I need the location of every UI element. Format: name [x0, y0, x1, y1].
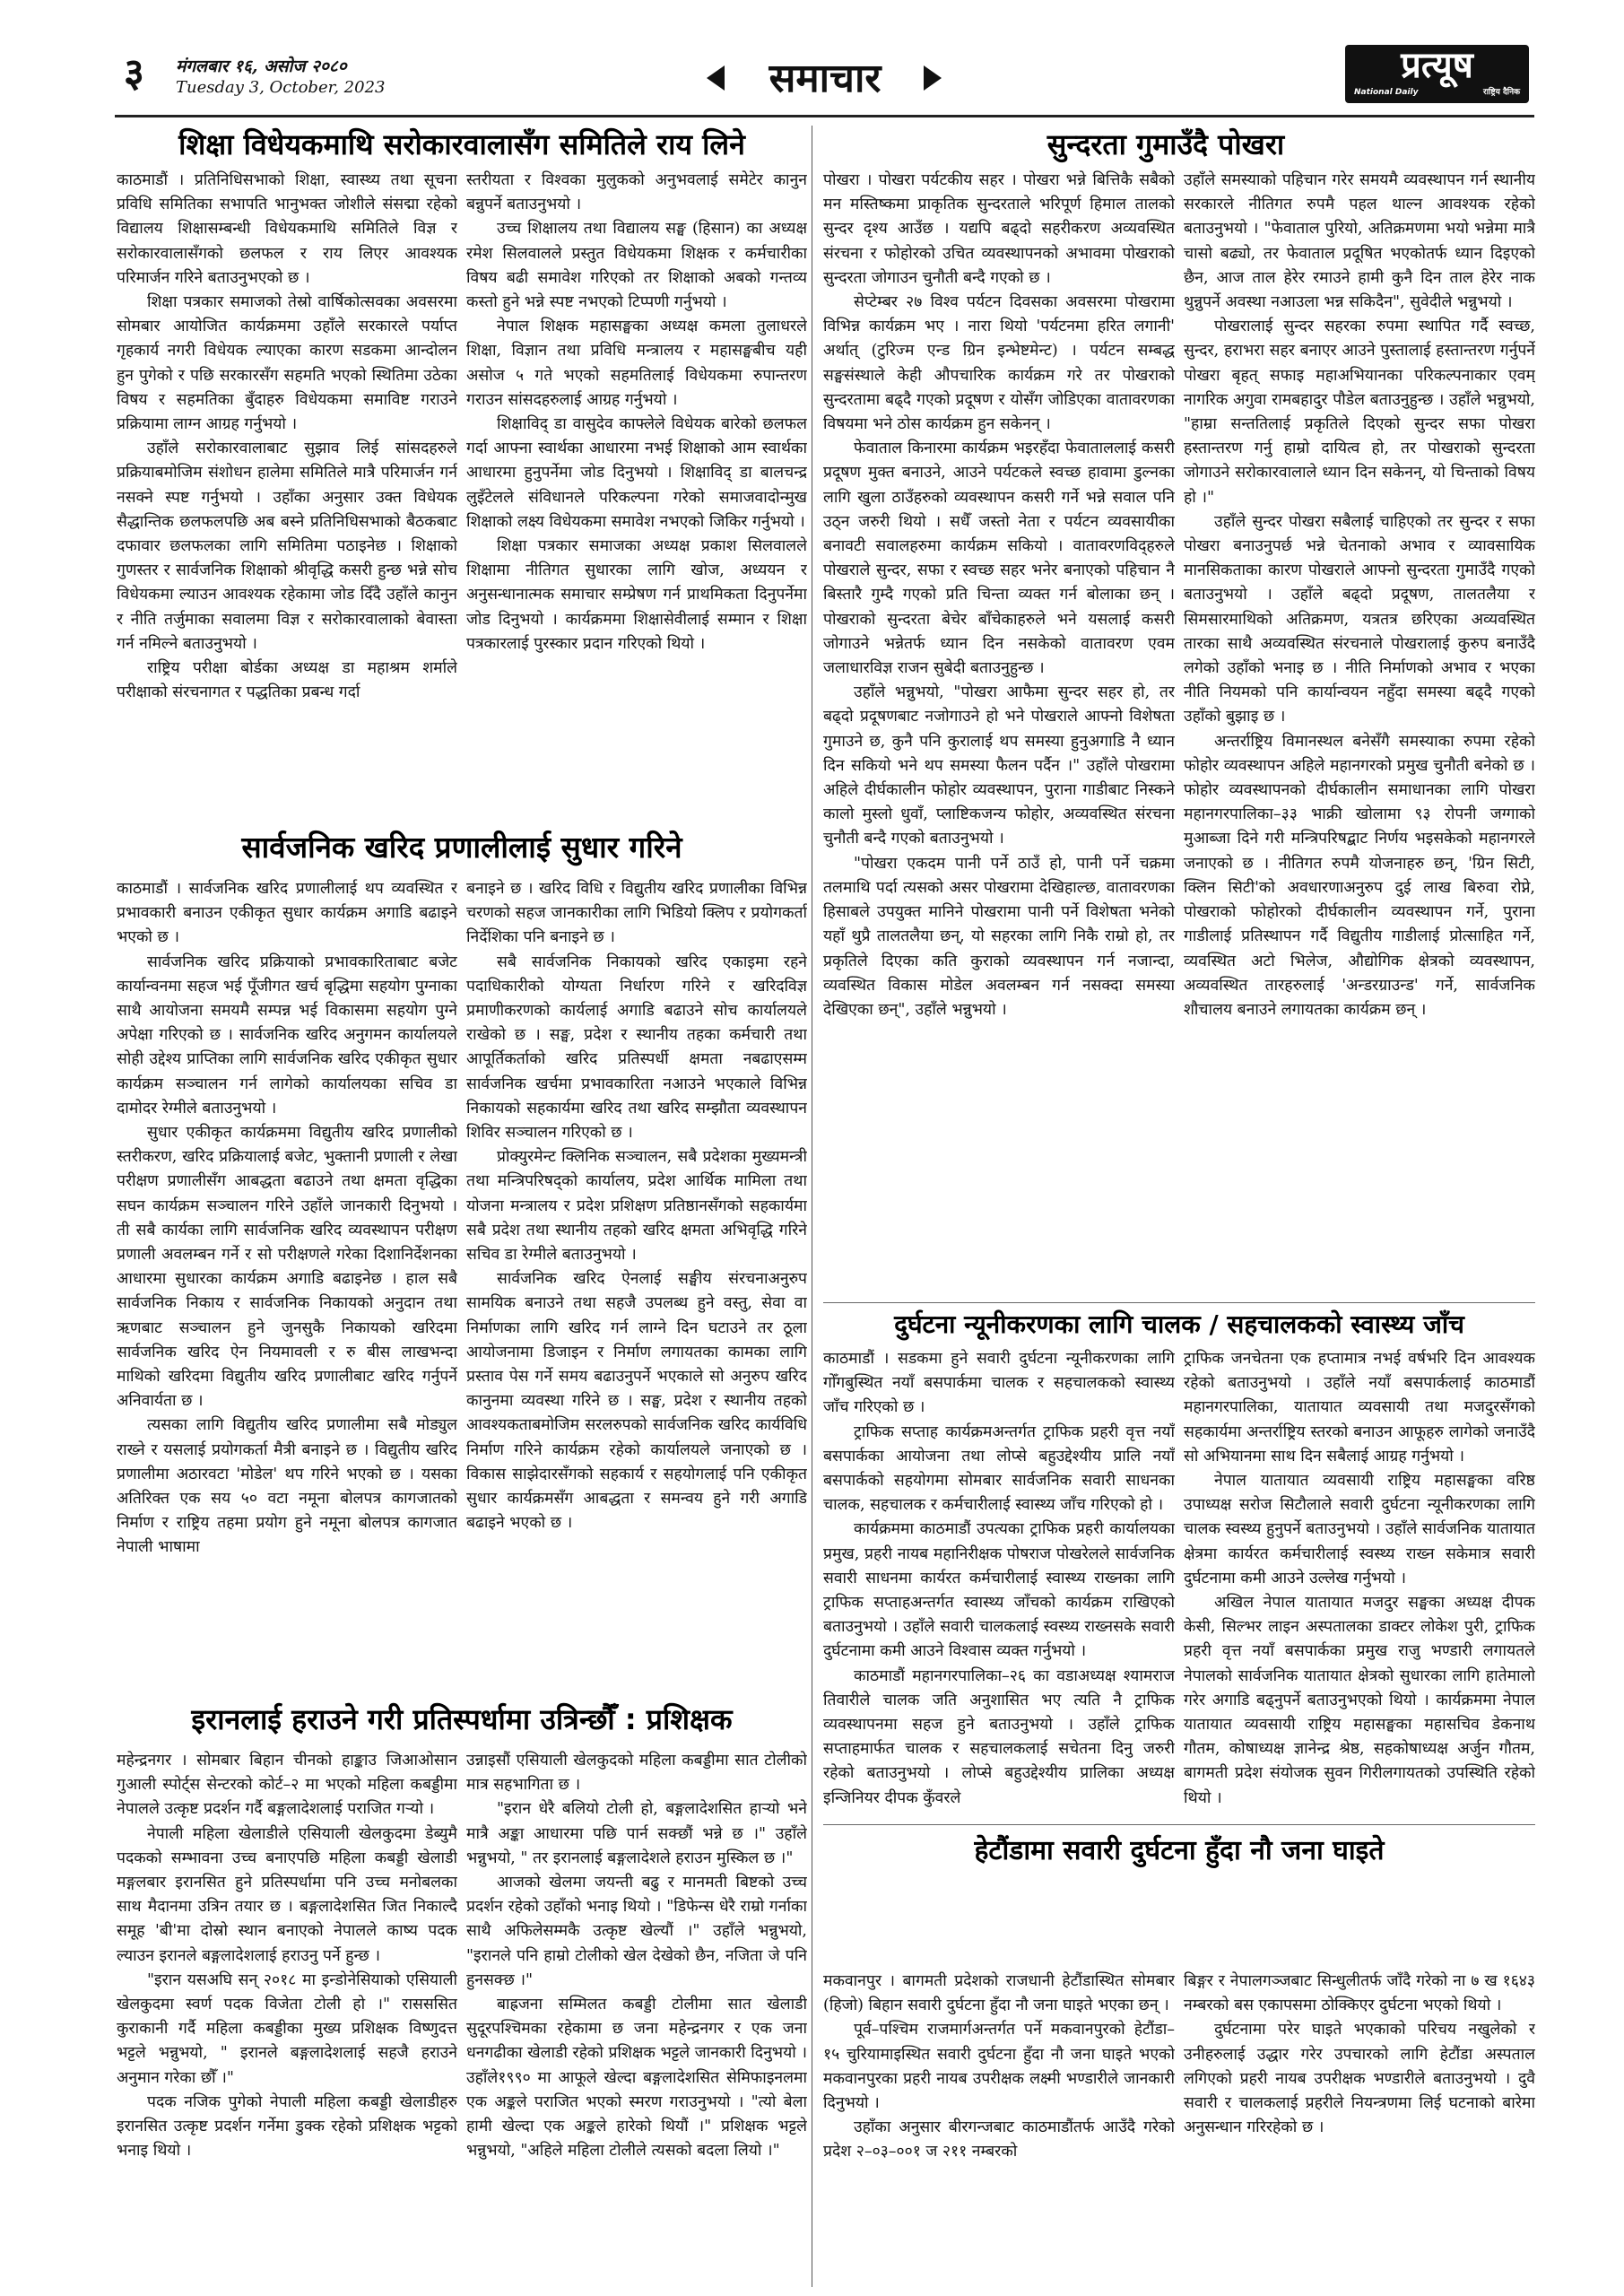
paragraph: पदक नजिक पुगेको नेपाली महिला कबड्डी खेलाडीहरु इरानसित उत्कृष्ट प्रदर्शन गर्नेमा डुक्क रहेको प्रशिक्षक भट्टको भनाइ थियो । [117, 2092, 457, 2161]
paragraph: महेन्द्रनगर । सोमबार बिहान चीनको हाङ्काउ जिआओसान गुआली स्पोर्ट्स सेन्टरको कोर्ट–२ मा भएको महिला कबड्डीमा नेपालले उत्कृष्ट प्रदर्शन गर्दै बङ्गलादेशलाई पराजित गऱ्यो । [117, 1752, 457, 1819]
paragraph: उहाँले भन्नुभयो, "पोखरा आफैमा सुन्दर सहर हो, तर बढ्दो प्रदूषणबाट नजोगाउने हो भने पोखराले आफ्नो विशेषता गुमाउने छ, कुनै पनि कुरालाई थप समस्या हुनुअगाडि नै ध्यान दिन सकियो भने थप समस्या फैलन पर्दैन ।" उहाँले पोखरामा अहिले दीर्घकालीन फोहोर व्यवस्थापन, पुराना गाडीबाट निस्कने कालो मुस्लो धुवाँ, प्लाष्टिकजन्य फोहोर, अव्यवस्थित संरचना चुनौती बन्दै गएको बताउनुभयो । [823, 683, 1175, 848]
article-pokhara-col1 [823, 169, 1175, 1297]
logo-subtitle-english: National Daily [1354, 88, 1419, 97]
paragraph: काठमाडौं महानगरपालिका–२६ का वडाअध्यक्ष श्यामराज तिवारीले चालक जति अनुशासित भए त्यति नै ट्राफिक व्यवस्थापनमा सहज हुने बताउनुभयो । उहाँले ट्राफिक सप्ताहमार्फत चालक र सहचालकलाई सचेतना दिनु जरुरी रहेको बताउनुभयो । लोप्से बहुउद्देश्यीय प्रालिका अध्यक्ष इन्जिनियर दीपक कुँवरले [823, 1666, 1175, 1807]
headline-education: शिक्षा विधेयकमाथि सरोकारवालासँग समितिले राय लिने [178, 127, 745, 161]
paragraph: शिक्षा पत्रकार समाजको तेस्रो वार्षिकोत्सवका अवसरमा सोमबार आयोजित कार्यक्रममा उहाँले सरकारले पर्याप्त गृहकार्य नगरी विधेयक ल्याएका कारण सडकमा आन्दोलन हुन पुगेको र पछि सरकारसँग सहमति भएको स्थितिमा उठेका विषय र सहमतिका बुँदाहरु विधेयकमा समाविष्ट गराउने प्रक्रियामा लाग्न आग्रह गर्नुभयो । [117, 293, 457, 434]
article-hetauda-col2 [1184, 1970, 1535, 2287]
article-drivers-col2 [1184, 1347, 1535, 1822]
paragraph: सेप्टेम्बर २७ विश्व पर्यटन दिवसका अवसरमा पोखरामा विभिन्न कार्यक्रम भए । नारा थियो 'पर्यटनमा हरित लगानी' अर्थात् (टुरिज्म एन्ड ग्रिन इन्भेष्टमेन्ट) । पर्यटन सम्बद्ध सङ्घसंस्थाले केही औपचारिक कार्यक्रम गरे तर पोखराको सुन्दरतामा बढ्दै गएको प्रदूषण र योसँग जोडिएका वातावरणका विषयमा भने ठोस कार्यक्रम हुन सकेनन् । [823, 293, 1175, 434]
paragraph: नेपाल यातायात व्यवसायी राष्ट्रिय महासङ्घका वरिष्ठ उपाध्यक्ष सरोज सिटौलाले सवारी दुर्घटना न्यूनीकरणका लागि चालक स्वस्थ्य हुनुपर्ने बताउनुभयो । उहाँले सार्वजनिक यातायात क्षेत्रमा कार्यरत कर्मचारीलाई स्वस्थ्य राख्न सकेमात्र सवारी दुर्घटनामा कमी आउने उल्लेख गर्नुभयो । [1184, 1472, 1535, 1587]
date-nepali: मंगलबार १६, असोज २०८० [176, 57, 347, 76]
paragraph: "इरान धेरै बलियो टोली हो, बङ्गलादेशसित हाऱ्यो भने मात्रै अङ्का आधारमा पछि पार्न सक्छौं भन्ने छ ।" उहाँले भन्नुभयो, " तर इरानलाई बङ्गलादेशले हराउन मुस्किल छ ।" [466, 1800, 807, 1867]
paragraph: राष्ट्रिय परीक्षा बोर्डका अध्यक्ष डा महाश्रम शर्माले परीक्षाको संरचनागत र पद्धतिका प्रबन्ध गर्दा [117, 659, 457, 702]
section-title: समाचार [769, 56, 881, 101]
paragraph: बाह्रजना सम्मिलत कबड्डी टोलीमा सात खेलाडी सुदूरपश्चिमका रहेकामा छ जना महेन्द्रनगर र एक जना धनगढीका खेलाडी रहेको प्रशिक्षक भट्टले जानकारी दिनुभयो । उहाँले१९९० मा आफूले खेल्दा बङ्गलादेशसित सेमिफाइनलमा एक अङ्कले पराजित भएको स्मरण गराउनुभयो । "त्यो बेला हामी खेल्दा एक अङ्कले हारेको थियौं ।" प्रशिक्षक भट्टले भन्नुभयो, "अहिले महिला टोलीले त्यसको बदला लियो ।" [466, 1996, 807, 2161]
paragraph: सबै सार्वजनिक निकायको खरिद एकाइमा रहने पदाधिकारीको योग्यता निर्धारण गरिने र खरिदविज्ञ प्रमाणीकरणको कार्यलाई अगाडि बढाउने सोच कार्यालयले राखेको छ । सङ्घ, प्रदेश र स्थानीय तहका कर्मचारी तथा आपूर्तिकर्ताको खरिद प्रतिस्पर्धी क्षमता नबढाएसम्म सार्वजनिक खर्चमा प्रभावकारिता नआउने भएकाले विभिन्न निकायको सहकार्यमा खरिद तथा खरिद सम्झौता व्यवस्थापन शिविर सञ्चालन गरिएको छ । [466, 952, 807, 1143]
article-pokhara-col2 [1184, 169, 1535, 1297]
paragraph: सार्वजनिक खरिद ऐनलाई सङ्घीय संरचनाअनुरुप सामयिक बनाउने तथा सहजै उपलब्ध हुने वस्तु, सेवा वा निर्माणका लागि खरिद गर्न लाग्ने दिन घटाउने तर ठूला आयोजनामा डिजाइन र निर्माण लगायतका कामका लागि प्रस्ताव पेस गर्ने समय बढाउनुपर्ने भएकाले सो अनुरुप खरिद कानुनमा व्यवस्था गरिने छ । सङ्घ, प्रदेश र स्थानीय तहको आवश्यकताबमोजिम सरलरुपको सार्वजनिक खरिद कार्यविधि निर्माण गरिने कार्यक्रम रहेको कार्यालयले जनाएको छ । विकास साझेदारसँगको सहकार्य र सहयोगलाई पनि एकीकृत सुधार कार्यक्रमसँग आबद्धता र समन्वय हुने गरी अगाडि बढाइने भएको छ । [466, 1270, 807, 1533]
paragraph: प्रोक्युरमेन्ट क्लिनिक सञ्चालन, सबै प्रदेशका मुख्यमन्त्री तथा मन्त्रिपरिषद्को कार्यालय, प्रदेश आर्थिक मामिला तथा योजना मन्त्रालय र प्रदेश प्रशिक्षण प्रतिष्ठानसँगको सहकार्यमा सबै प्रदेश तथा स्थानीय तहको खरिद क्षमता अभिवृद्धि गरिने सचिव डा रेग्मीले बताउनुभयो । [466, 1148, 807, 1265]
article-kabaddi-col1 [117, 1749, 457, 2287]
paragraph: त्यसका लागि विद्युतीय खरिद प्रणालीमा सबै मोड्युल राख्ने र यसलाई प्रयोगकर्ता मैत्री बनाइने छ । विद्युतीय खरिद प्रणालीमा अठारवटा 'मोडेल' थप गरिने भएको छ । यसका अतिरिक्त एक सय ५० वटा नमूना बोलपत्र कागजातको निर्माण र राष्ट्रिय तहमा प्रयोग हुने नमूना बोलपत्र कागजात नेपाली भाषामा [117, 1416, 457, 1557]
paragraph: बनाइने छ । खरिद विधि र विद्युतीय खरिद प्रणालीका विभिन्न चरणको सहज जानकारीका लागि भिडियो क्लिप र प्रयोगकर्ता निर्देशिका पनि बनाइने छ । [466, 880, 807, 947]
paragraph: फेवाताल किनारमा कार्यक्रम भइरहँदा फेवाताललाई कसरी प्रदूषण मुक्त बनाउने, आउने पर्यटकले स्वच्छ हावामा डुल्नका लागि खुला ठाउँहरुको व्यवस्थापन कसरी गर्ने भन्ने सवाल पनि उठ्न जरुरी थियो । सधैँ जस्तो नेता र पर्यटन व्यवसायीका बनावटी सवालहरुमा कार्यक्रम सकियो । वातावरणविद्हरुले पोखराले सुन्दर, सफा र स्वच्छ सहर भनेर बनाएको पहिचान नै बिस्तारै गुम्दै गएको प्रति चिन्ता व्यक्त गर्न बोलाका छन् । पोखराको सुन्दरता बेचेर बाँचेकाहरुले भने यसलाई कसरी जोगाउने भन्नेतर्फ ध्यान दिन नसकेको वातावरण एवम जलाधारविज्ञ राजन सुबेदी बताउनुहुन्छ । [823, 439, 1175, 678]
paragraph: अखिल नेपाल यातायात मजदुर सङ्घका अध्यक्ष दीपक केसी, सिल्भर लाइन अस्पतालका डाक्टर लोकेश पुरी, ट्राफिक प्रहरी वृत्त नयाँ बसपार्कका प्रमुख राजु भण्डारी लगायतले नेपालको सार्वजनिक यातायात क्षेत्रको सुधारका लागि हातेमालो गरेर अगाडि बढ्नुपर्ने बताउनुभएको थियो । कार्यक्रममा नेपाल यातायात व्यवसायी राष्ट्रिय महासङ्घका महासचिव डेकनाथ गौतम, कोषाध्यक्ष ज्ञानेन्द्र श्रेष्ठ, सहकोषाध्यक्ष अर्जुन गौतम, बागमती प्रदेश संयोजक सुवन गिरीलगायतको उपस्थिति रहेको थियो । [1184, 1594, 1535, 1807]
headline-hetauda: हेटौंडामा सवारी दुर्घटना हुँदा नौ जना घाइते [974, 1835, 1385, 1866]
paragraph: नेपाल शिक्षक महासङ्घका अध्यक्ष कमला तुलाधरले शिक्षा, विज्ञान तथा प्रविधि मन्त्रालय र महासङ्घबीच यही असोज ५ गते भएको सहमतिलाई विधेयकमा रुपान्तरण गराउन सांसदहरुलाई आग्रह गर्नुभयो । [466, 317, 807, 409]
masthead-rule [115, 115, 1534, 117]
paragraph: "इरान यसअघि सन् २०१८ मा इन्डोनेसियाको एसियाली खेलकुदमा स्वर्ण पदक विजेता टोली हो ।" रासससित कुराकानी गर्दै महिला कबड्डीका मुख्य प्रशिक्षक विष्णुदत्त भट्टले भन्नुभयो, " इरानले बङ्गलादेशलाई सहजै हराउने अनुमान गरेका छौँ ।" [117, 1970, 457, 2087]
logo-subtitle-nepali: राष्ट्रिय दैनिक [1483, 88, 1520, 97]
paragraph: उहाँले समस्याको पहिचान गरेर समयमै व्यवस्थापन गर्न स्थानीय सरकारले नीतिगत रुपमै पहल थाल्न आवश्यक रहेको बताउनुभयो । "फेवाताल पुरियो, अतिक्रमणमा भयो भन्नेमा मात्रै चासो बढ्यो, तर फेवाताल प्रदूषित भएकोतर्फ ध्यान दिइएको छैन, आज ताल हेरेर रमाउने हामी कुनै दिन ताल हेरेर नाक थुन्नुपर्ने अवस्था नआउला भन्न सकिदैन", सुवेदीले भन्नुभयो । [1184, 171, 1535, 312]
paragraph: सार्वजनिक खरिद प्रक्रियाको प्रभावकारिताबाट बजेट कार्यान्वनमा सहज भई पूँजीगत खर्च बृद्धिमा सहयोग पुग्नाका साथै आयोजना समयमै सम्पन्न भई विकासमा सहयोग पुग्ने अपेक्षा गरिएको छ । सार्वजनिक खरिद अनुगमन कार्यालयले सोही उद्देश्य प्राप्तिका लागि सार्वजनिक खरिद एकीकृत सुधार कार्यक्रम सञ्चालन गर्न लागेको कार्यालयका सचिव डा दामोदर रेग्मीले बताउनुभयो । [117, 952, 457, 1118]
paragraph: शिक्षा पत्रकार समाजका अध्यक्ष प्रकाश सिलवालले शिक्षामा नीतिगत सुधारका लागि खोज, अध्ययन र अनुसन्धानात्मक समाचार सम्प्रेषण गर्न प्राथमिकता दिनुपर्नेमा जोड दिनुभयो । कार्यक्रममा शिक्षासेवीलाई सम्मान र शिक्षा पत्रकारलाई पुरस्कार प्रदान गरिएको थियो । [466, 537, 807, 653]
paragraph: "पोखरा एकदम पानी पर्ने ठाउँ हो, पानी पर्ने चक्रमा तलमाथि पर्दा त्यसको असर पोखरामा देखिहाल्छ, वातावरणका हिसाबले उपयुक्त मानिने पोखरामा पानी पर्ने विशेषता भनेको यहाँ थुप्रै तालतलैया छन्, यो सहरका लागि निकै राम्रो हो, तर प्रकृतिले दिएका कति कुराको व्यवस्थापन गर्न नजान्दा, व्यवस्थित विकास मोडेल अवलम्बन गर्न नसक्दा समस्या देखिएका छन्", उहाँले भन्नुभयो । [823, 854, 1175, 1019]
paragraph: काठमाडौं । सडकमा हुने सवारी दुर्घटना न्यूनीकरणका लागि गोँगबुस्थित नयाँ बसपार्कमा चालक र सहचालकको स्वास्थ्य जाँच गरिएको छ । [823, 1350, 1175, 1417]
headline-pokhara: सुन्दरता गुमाउँदै पोखरा [1046, 127, 1285, 161]
paragraph: काठमाडौं । सार्वजनिक खरिद प्रणालीलाई थप व्यवस्थित र प्रभावकारी बनाउन एकीकृत सुधार कार्यक्रम अगाडि बढाइने भएको छ । [117, 880, 457, 947]
paragraph: सुधार एकीकृत कार्यक्रममा विद्युतीय खरिद प्रणालीको स्तरीकरण, खरिद प्रक्रियालाई बजेट, भुक्तानी प्रणाली र लेखा परीक्षण प्रणालीसँग आबद्धता बढाउने तथा क्षमता वृद्धिका सघन कार्यक्रम सञ्चालन गरिने उहाँले जानकारी दिनुभयो । ती सबै कार्यका लागि सार्वजनिक खरिद व्यवस्थापन परीक्षण प्रणाली अवलम्बन गर्ने र सो परीक्षणले गरेका दिशानिर्देशनका आधारमा सुधारका कार्यक्रम अगाडि बढाइनेछ । हाल सबै सार्वजनिक निकाय र सार्वजनिक निकायको अनुदान तथा ऋणबाट सञ्चालन हुने जुनसुकै निकायको खरिदमा सार्वजनिक खरिद ऐन नियमावली र रु बीस लाखभन्दा माथिको खरिदमा विद्युतीय खरिद प्रणालीबाट खरिद गर्नुपर्ने अनिवार्यता छ । [117, 1124, 457, 1411]
paragraph: बिङ्गर र नेपालगञ्जबाट सिन्धुलीतर्फ जाँदै गरेको ना ७ ख १६४३ नम्बरको बस एकापसमा ठोक्किएर दुर्घटना भएको थियो । [1184, 1972, 1535, 2015]
paragraph: उच्च शिक्षालय तथा विद्यालय सङ्घ (हिसान) का अध्यक्ष रमेश सिलवालले प्रस्तुत विधेयकमा शिक्षक र कर्मचारीका विषय बढी समावेश गरिएको तर शिक्षाको अबको गन्तव्य कस्तो हुने भन्ने स्पष्ट नभएको टिप्पणी गर्नुभयो । [466, 220, 807, 312]
article-hetauda-col1 [823, 1970, 1175, 2287]
paragraph: अन्तर्राष्ट्रिय विमानस्थल बनेसँगै समस्याका रुपमा रहेको फोहोर व्यवस्थापन अहिले महानगरको प्रमुख चुनौती बनेको छ । फोहोर व्यवस्थापनको दीर्घकालीन समाधानका लागि पोखरा महानगरपालिका–३३ भाक्री खोलामा ९३ रोपनी जग्गाको मुआब्जा दिने गरी मन्त्रिपरिषद्बाट निर्णय भइसकेको महानगरले जनाएको छ । नीतिगत रुपमै योजनाहरु छन्, 'ग्रिन सिटी, क्लिन सिटी'को अवधारणाअनुरुप दुई लाख बिरुवा रोप्ने, पोखराको फोहोरको दीर्घकालीन व्यवस्थापन गर्ने, पुराना गाडीलाई प्रतिस्थापन गर्दै विद्युतीय गाडीलाई प्रोत्साहित गर्ने, व्यवस्थित अटो भिलेज, औद्योगिक क्षेत्रको व्यवस्थापन, अव्यवस्थित तारहरुलाई 'अन्डरग्राउन्ड' गर्ने, सार्वजनिक शौचालय बनाउने लगायतका कार्यक्रम छन् । [1184, 732, 1535, 1019]
article-rule [823, 1824, 1535, 1825]
headline-procurement: सार्वजनिक खरिद प्रणालीलाई सुधार गरिने [241, 830, 682, 865]
paragraph: नेपाली महिला खेलाडीले एसियाली खेलकुदमा डेब्युमै पदकको सम्भावना उच्च बनाएपछि महिला कबड्डी खेलाडी मङ्गलबार इरानसित हुने प्रतिस्पर्धामा पनि उच्च मनोबलका साथ मैदानमा उत्रिन तयार छ । बङ्गलादेशसित जित निकाल्दै समूह 'बी'मा दोस्रो स्थान बनाएको नेपालले काष्य पदक ल्याउन इरानले बङ्गलादेशलाई हराउनु पर्ने हुन्छ । [117, 1824, 457, 1965]
paragraph: पोखरा । पोखरा पर्यटकीय सहर । पोखरा भन्ने बित्तिकै सबैको मन मस्तिष्कमा प्राकृतिक सुन्दरताले भरिपूर्ण हिमाल तालको सुन्दर दृश्य आउँछ । यद्यपि बढ्दो सहरीकरण अव्यवस्थित संरचना र फोहोरको उचित व्यवस्थापनको अभावमा पोखराको सुन्दरता जोगाउन चुनौती बन्दै गएको छ । [823, 171, 1175, 287]
paragraph: मकवानपुर । बागमती प्रदेशको राजधानी हेटौंडास्थित सोमबार (हिजो) बिहान सवारी दुर्घटना हुँदा नौ जना घाइते भएका छन् । [823, 1972, 1175, 2015]
paragraph: कार्यक्रममा काठमाडौं उपत्यका ट्राफिक प्रहरी कार्यालयका प्रमुख, प्रहरी नायब महानिरीक्षक पोषराज पोखरेलले सार्वजनिक सवारी साधनमा कार्यरत कर्मचारीलाई स्वास्थ्य राख्नका लागि ट्राफिक सप्ताहअन्तर्गत स्वास्थ्य जाँचको कार्यक्रम राखिएको बताउनुभयो । उहाँले सवारी चालकलाई स्वस्थ्य राख्नसके सवारी दुर्घटनामा कमी आउने विश्वास व्यक्त गर्नुभयो । [823, 1520, 1175, 1661]
newspaper-logo [1345, 45, 1529, 103]
paragraph: स्तरीयता र विश्वका मुलुकको अनुभवलाई समेटेर कानुन बन्नुपर्ने बताउनुभयो । [466, 171, 807, 214]
paragraph: ट्राफिक सप्ताह कार्यक्रमअन्तर्गत ट्राफिक प्रहरी वृत्त नयाँ बसपार्कका आयोजना तथा लोप्से बहुउद्देश्यीय प्रालि नयाँ बसपार्कको सहयोगमा सोमबार सार्वजनिक सवारी साधनका चालक, सहचालक र कर्मचारीलाई स्वास्थ्य जाँच गरिएको हो । [823, 1422, 1175, 1515]
article-procurement-col1 [117, 877, 457, 1695]
paragraph: उहाँले सुन्दर पोखरा सबैलाई चाहिएको तर सुन्दर र सफा पोखरा बनाउनुपर्छ भन्ने चेतनाको अभाव र व्यावसायिक मानसिकताका कारण पोखराले आफ्नो सुन्दरता गुमाउँदै गएको बताउनुभयो । उहाँले बढ्दो प्रदूषण, तालतलैया र सिमसारमाथिको अतिक्रमण, यत्रतत्र छरिएका अव्यवस्थित तारका साथै अव्यवस्थित संरचनाले पोखरालाई कुरुप बनाउँदै लगेको उहाँको भनाइ छ । नीति निर्माणको अभाव र भएका नीति नियमको पनि कार्यान्वयन नहुँदा समस्या बढ्दै गएको उहाँको बुझाइ छ । [1184, 512, 1535, 726]
paragraph: दुर्घटनामा परेर घाइते भएकाको परिचय नखुलेको र उनीहरुलाई उद्धार गरेर उपचारको लागि हेटौंडा अस्पताल लगिएको प्रहरी नायब उपरीक्षक भण्डारीले बताउनुभयो । दुवै सवारी र चालकलाई प्रहरीले नियन्त्रणमा लिई घटनाको बारेमा अनुसन्धान गरिरहेको छ । [1184, 2021, 1535, 2137]
page-number: ३ [124, 50, 144, 96]
paragraph: उहाँले सरोकारवालाबाट सुझाव लिई सांसदहरुले प्रक्रियाबमोजिम संशोधन हालेमा समितिले मात्रै परिमार्जन गर्न नसक्ने स्पष्ट गर्नुभयो । उहाँका अनुसार उक्त विधेयक सैद्धान्तिक छलफलपछि अब बस्ने प्रतिनिधिसभाको बैठकबाट दफावार छलफलका लागि समितिमा पठाइनेछ । शिक्षाको गुणस्तर र सार्वजनिक शिक्षाको श्रीवृद्धि कसरी हुन्छ भन्ने सोच विधेयकमा ल्याउन आवश्यक रहेकामा जोड दिँदै उहाँले कानुन र नीति तर्जुमाका सवालमा विज्ञ र सरोकारवालाको बेवास्ता गर्न नमिल्ने बताउनुभयो । [117, 439, 457, 653]
paragraph: आजको खेलमा जयन्ती बढु र मानमती बिष्टको उच्च प्रदर्शन रहेको उहाँको भनाइ थियो । "डिफेन्स धेरै राम्रो गर्नाका साथै अफिलेसम्मकै उत्कृष्ट खेल्यौं ।" उहाँले भन्नुभयो, "इरानले पनि हाम्रो टोलीको खेल देखेको छैन, नजिता जे पनि हुनसक्छ ।" [466, 1874, 807, 1989]
paragraph: शिक्षाविद् डा वासुदेव काफ्लेले विधेयक बारेको छलफल गर्दा आफ्ना स्वार्थका आधारमा नभई शिक्षाको आम स्वार्थका आधारमा हुनुपर्नेमा जोड दिनुभयो । शिक्षाविद् डा बालचन्द्र लुइँटेलले संविधानले परिकल्पना गरेको समाजवादोन्मुख शिक्षाको लक्ष्य विधेयकमा समावेश नभएको जिकिर गर्नुभयो । [466, 415, 807, 531]
arrow-left-icon [707, 65, 725, 91]
article-procurement-col2 [466, 877, 807, 1695]
date-english: Tuesday 3, October, 2023 [176, 78, 386, 97]
headline-kabaddi: इरानलाई हराउने गरी प्रतिस्पर्धामा उत्रिन्छौँ : प्रशिक्षक [191, 1702, 733, 1736]
article-education-col2 [466, 169, 807, 875]
paragraph: उहाँका अनुसार बीरगन्जबाट काठमाडौंतर्फ आउँदै गरेको प्रदेश २–०३–००१ ज २११ नम्बरको [823, 2118, 1175, 2161]
logo-text: प्रत्यूष [1401, 45, 1473, 86]
paragraph: ट्राफिक जनचेतना एक हप्तामात्र नभई वर्षभरि दिन आवश्यक रहेको बताउनुभयो । उहाँले नयाँ बसपार्कलाई काठमाडौं महानगरपालिका, यातायात व्यवसायी तथा मजदुरसँगको सहकार्यमा अन्तर्राष्ट्रिय स्तरको बनाउन आफूहरु लागेको जनाउँदै सो अभियानमा साथ दिन सबैलाई आग्रह गर्नुभयो । [1184, 1350, 1535, 1465]
paragraph: उन्नाइसौं एसियाली खेलकुदको महिला कबड्डीमा सात टोलीको मात्र सहभागिता छ । [466, 1752, 807, 1795]
article-kabaddi-col2 [466, 1749, 807, 2287]
article-rule [823, 1302, 1535, 1303]
paragraph: पूर्व–पश्चिम राजमार्गअन्तर्गत पर्ने मकवानपुरको हेटौंडा–१५ चुरियामाइस्थित सवारी दुर्घटना हुँदा नौ जना घाइते भएको मकवानपुरका प्रहरी नायब उपरीक्षक लक्ष्मी भण्डारीले जानकारी दिनुभयो । [823, 2021, 1175, 2113]
paragraph: पोखरालाई सुन्दर सहरका रुपमा स्थापित गर्दै स्वच्छ, सुन्दर, हराभरा सहर बनाएर आउने पुस्तालाई हस्तान्तरण गर्नुपर्ने पोखरा बृहत् सफाइ महाअभियानका परिकल्पनाकार एवम् नागरिक अगुवा रामबहादुर पौडेल बताउनुहुन्छ । उहाँले भन्नुभयो, "हाम्रा सन्ततिलाई प्रकृतिले दिएको सुन्दर सफा पोखरा हस्तान्तरण गर्नु हाम्रो दायित्व हो, तर पोखराको सुन्दरता जोगाउने सरोकारवालाले ध्यान दिन सकेनन्, यो चिन्ताको विषय हो ।" [1184, 317, 1535, 507]
article-education-col1 [117, 169, 457, 875]
headline-drivers: दुर्घटना न्यूनीकरणका लागि चालक / सहचालकको स्वास्थ्य जाँच [894, 1309, 1464, 1339]
paragraph: काठमाडौं । प्रतिनिधिसभाको शिक्षा, स्वास्थ्य तथा सूचना प्रविधि समितिका सभापति भानुभक्त जोशीले संसद्मा रहेको विद्यालय शिक्षासम्बन्धी विधेयकमाथि समितिले विज्ञ र सरोकारवालासँगको छलफल र राय लिएर आवश्यक परिमार्जन गरिने बताउनुभएको छ । [117, 171, 457, 287]
arrow-right-icon [924, 65, 942, 91]
